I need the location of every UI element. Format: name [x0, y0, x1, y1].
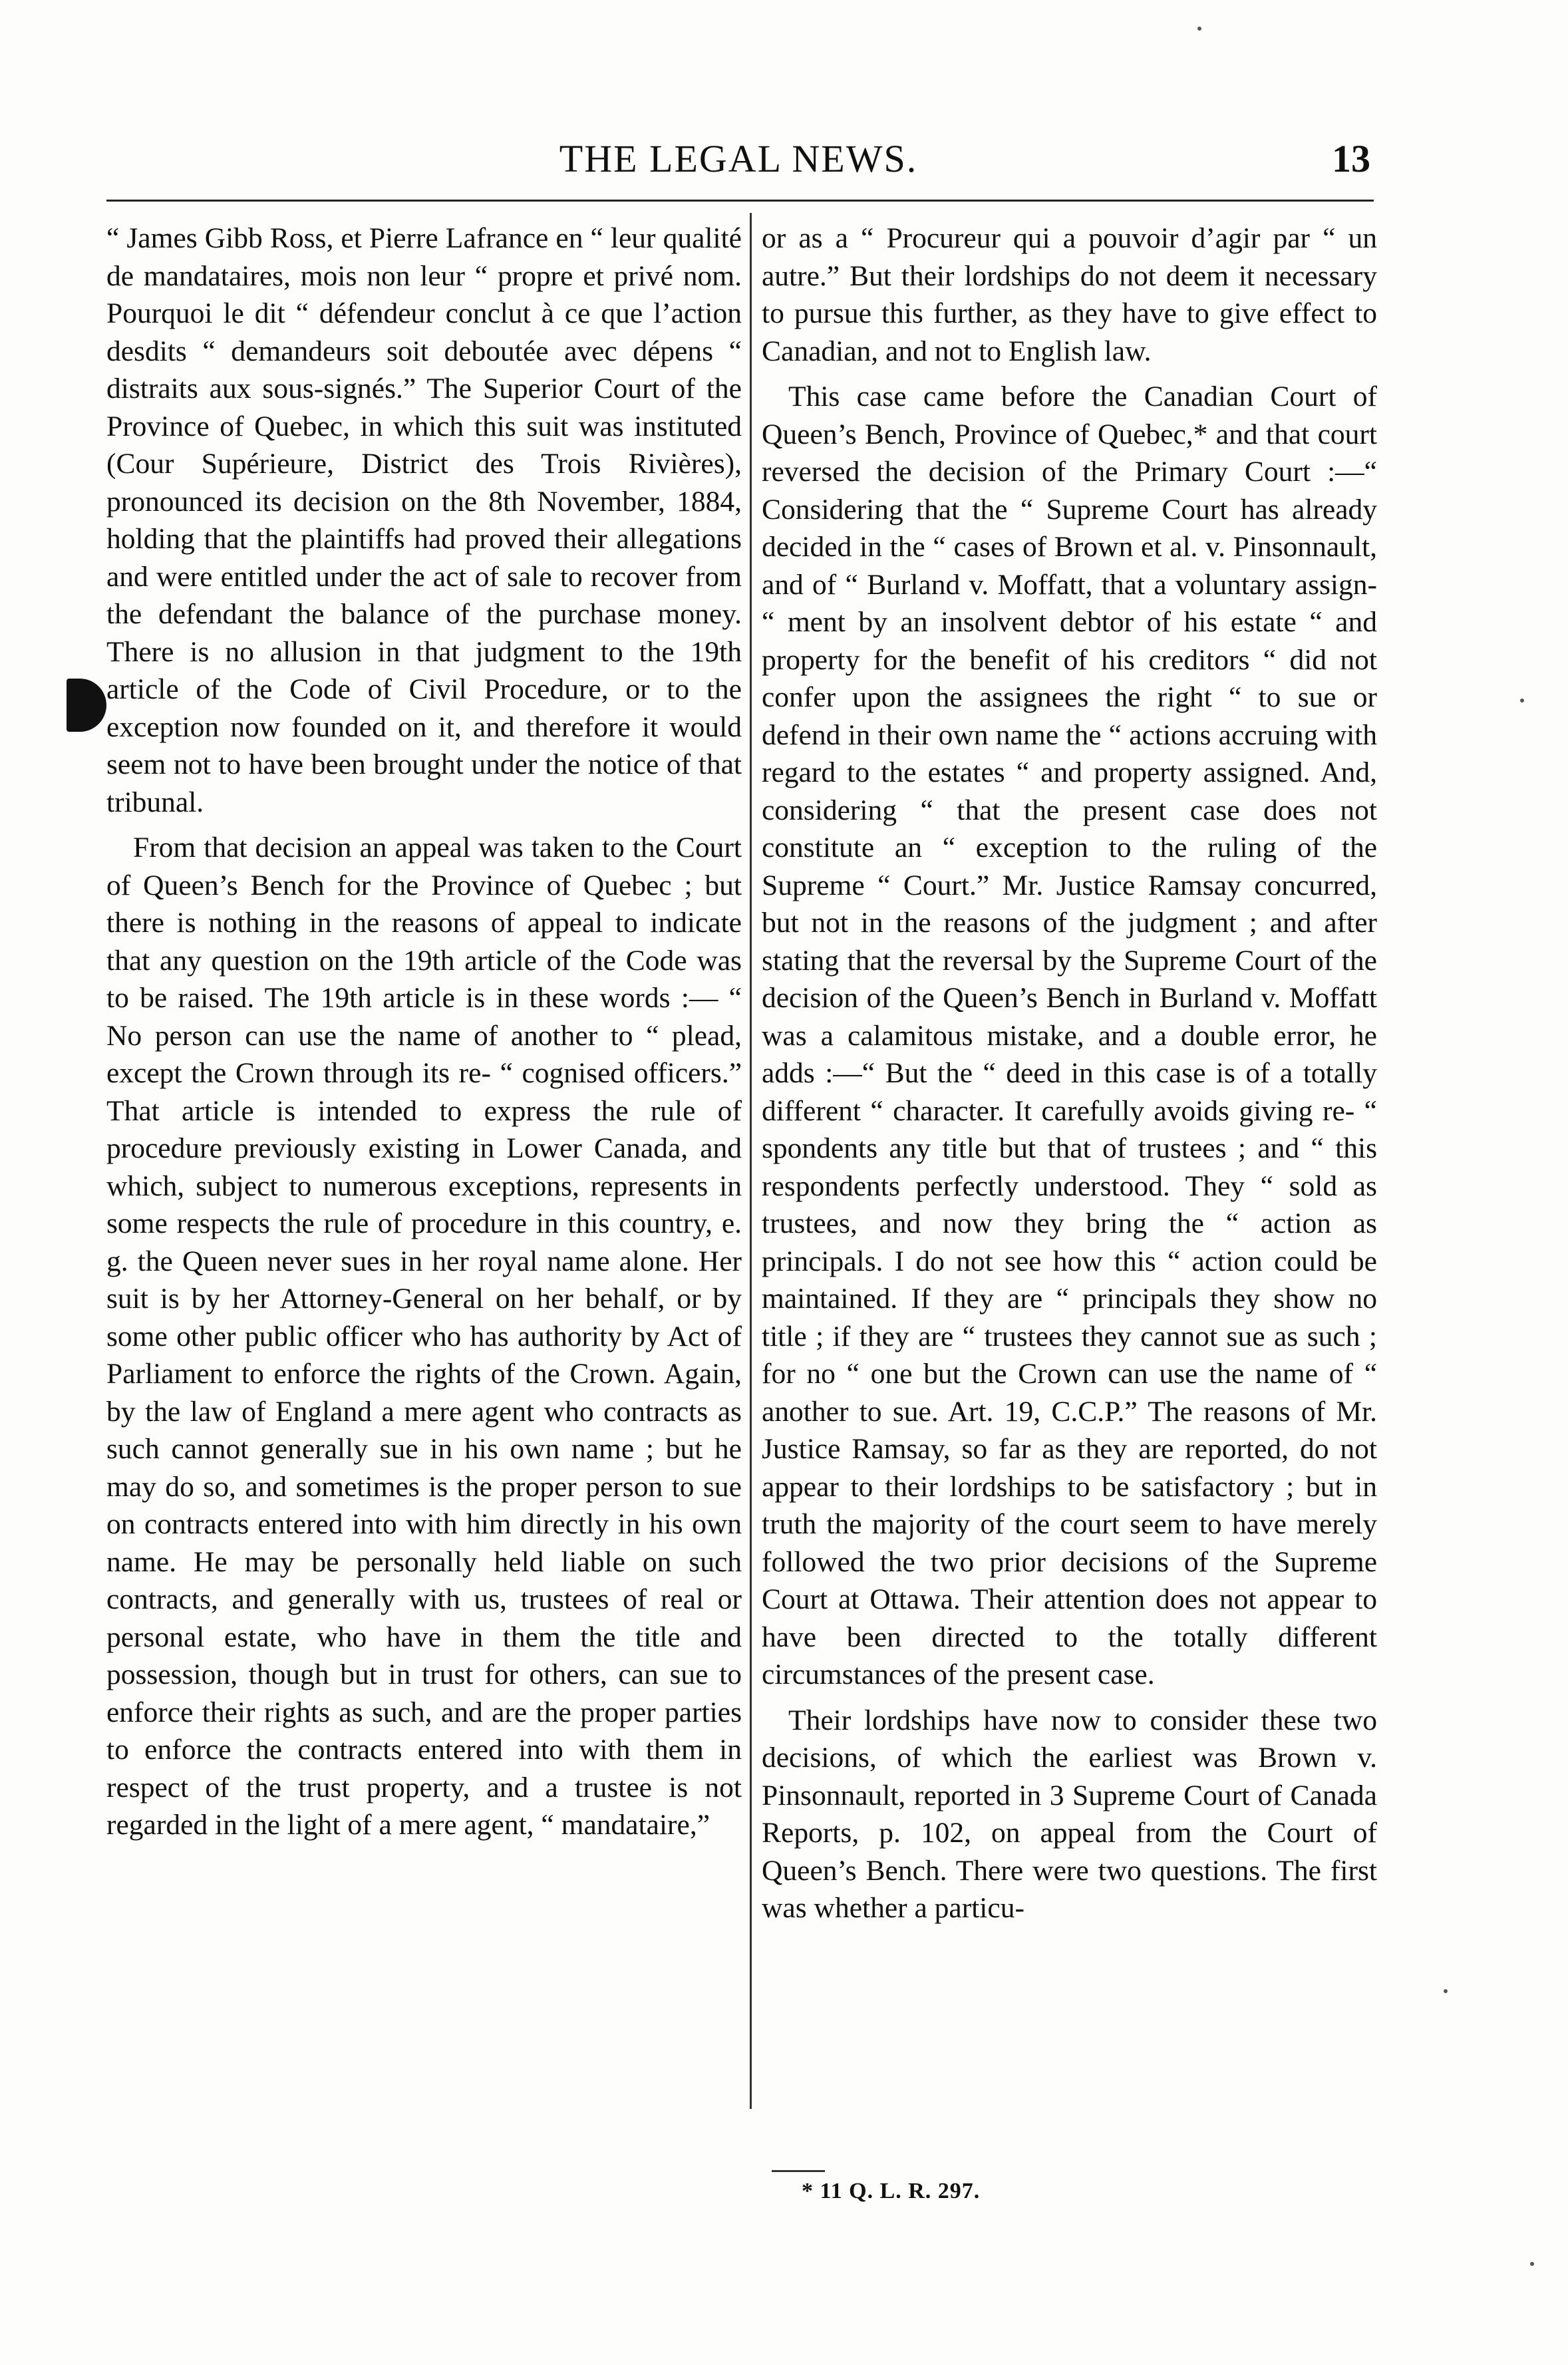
journal-title: THE LEGAL NEWS.: [559, 137, 918, 180]
print-speck: [1530, 2262, 1534, 2266]
header-rule: [106, 200, 1374, 202]
print-speck: [1197, 27, 1201, 31]
right-paragraph: Their lordships have now to consider these two decisions, of which the earliest was Brown v. Pinsonnault, reported in 3 Supreme Court of Canada Reports, p. 102, on appeal from the Court of Queen’s Bench. There were two questions. The first was whether a particu-: [762, 1704, 1377, 1924]
right-column: [762, 220, 1377, 1927]
page-header: [106, 136, 1370, 190]
footnote-rule: [772, 2170, 825, 2172]
left-paragraph: From that decision an appeal was taken to the Court of Queen’s Bench for the Province of Quebec ; but there is nothing in the reasons of appeal to indicate that any question on the 19th article of the Code was to be raised. The 19th article is in these words :— “ No person can use the name of another to “ plead, except the Crown through its re- “ cognised officers.” That article is intended to express the rule of procedure previously existing in Lower Canada, and which, subject to numerous exceptions, represents in some respects the rule of procedure in this country, e. g. the Queen never sues in her royal name alone. Her suit is by her Attorney-General on her behalf, or by some other public officer who has authority by Act of Parliament to enforce the rights of the Crown. Again, by the law of England a mere agent who contracts as such cannot generally sue in his own name ; but he may do so, and sometimes is the proper person to sue on contracts entered into with him directly in his own name. He may be personally held liable on such contracts, and generally with us, trustees of real or personal estate, who have in them the title and possession, though but in trust for others, can sue to enforce their rights as such, and are the proper parties to enforce the contracts entered into with them in respect of the trust property, and a trustee is not regarded in the light of a mere agent, “ mandataire,”: [106, 832, 742, 1841]
print-speck: [1520, 699, 1524, 703]
right-paragraph: This case came before the Canadian Court of Queen’s Bench, Province of Quebec,* and that court reversed the decision of the Primary Court :—“ Considering that the “ Supreme Court has already decided in the “ cases of Brown et al. v. Pinsonnault, and of “ Burland v. Moffatt, that a voluntary assign- “ ment by an insolvent debtor of his estate “ and property for the benefit of his creditors “ did not confer upon the assignees the right “ to sue or defend in their own name the “ actions accruing with regard to the estates “ and property assigned. And, considering “ that the present case does not constitute an “ exception to the ruling of the Supreme “ Court.” Mr. Justice Ramsay concurred, but not in the reasons of the judgment ; and after stating that the reversal by the Supreme Court of the decision of the Queen’s Bench in Burland v. Moffatt was a calamitous mistake, and a double error, he adds :—“ But the “ deed in this case is of a totally different “ character. It carefully avoids giving re- “ spondents any title but that of trustees ; and “ this respondents perfectly understood. They “ sold as trustees, and now they bring the “ action as principals. I do not see how this “ action could be maintained. If they are “ principals they show no title ; if they are “ trustees they cannot sue as such ; for no “ one but the Crown can use the name of “ another to sue. Art. 19, C.C.P.” The reasons of Mr. Justice Ramsay, so far as they are reported, do not appear to their lordships to be satisfactory ; but in truth the majority of the court seem to have merely followed the two prior decisions of the Supreme Court at Ottawa. Their attention does not appear to have been directed to the totally different circumstances of the present case.: [762, 381, 1377, 1690]
right-paragraph: or as a “ Procureur qui a pouvoir d’agir par “ un autre.” But their lordships do not deem it necessary to pursue this further, as they have to give effect to Canadian, and not to English law.: [762, 222, 1377, 367]
page-number: 13: [1332, 137, 1370, 180]
column-divider: [750, 213, 752, 2109]
left-paragraph: “ James Gibb Ross, et Pierre Lafrance en “ leur qualité de mandataires, mois non leur “ propre et privé nom. Pourquoi le dit “ défendeur conclut à ce que l’action desdits “ demandeurs soit deboutée avec dépens “ distraits aux sous-signés.” The Superior Court of the Province of Quebec, in which this suit was instituted (Cour Supérieure, District des Trois Rivières), pronounced its decision on the 8th November, 1884, holding that the plaintiffs had proved their allegations and were entitled under the act of sale to recover from the defendant the balance of the purchase money. There is no allusion in that judgment to the 19th article of the Code of Civil Procedure, or to the exception now founded on it, and therefore it would seem not to have been brought under the notice of that tribunal.: [106, 222, 742, 818]
left-column: [106, 220, 742, 1844]
print-speck: [1444, 1989, 1448, 1993]
footnote: * 11 Q. L. R. 297.: [802, 2179, 981, 2203]
margin-ink-mark: [67, 679, 106, 732]
